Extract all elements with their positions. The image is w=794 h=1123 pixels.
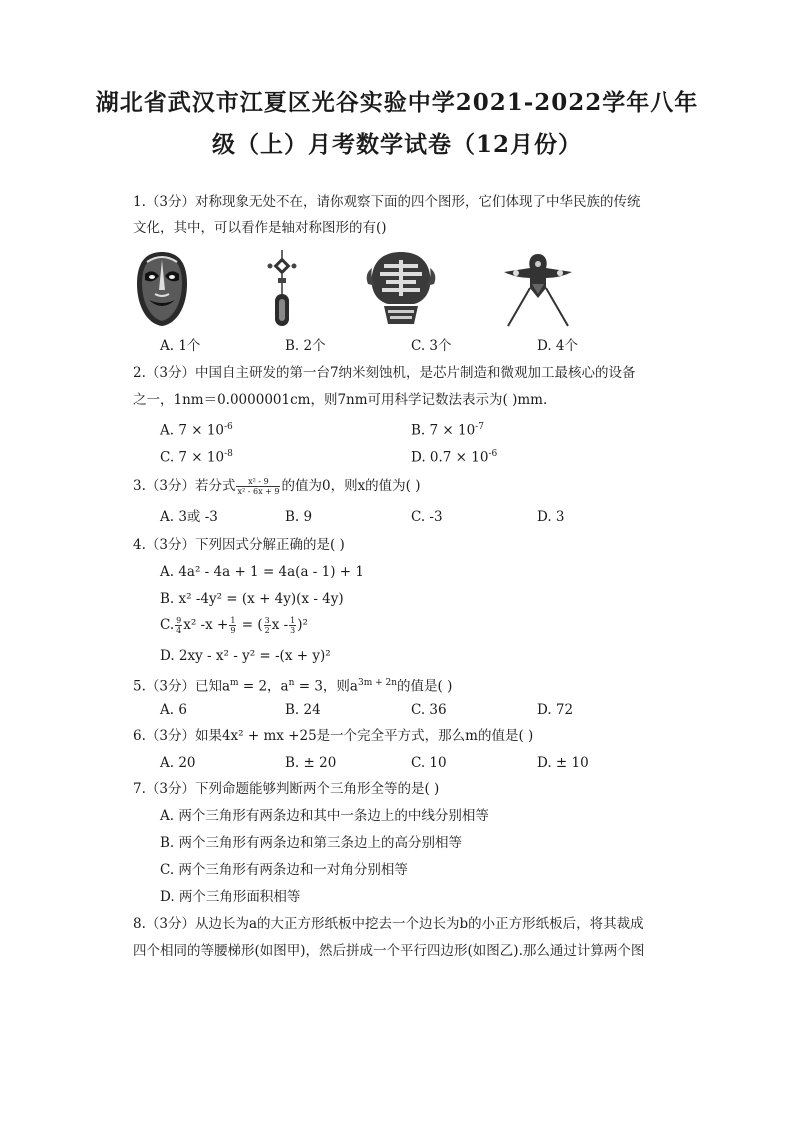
q3-stem: 3.（3分）若分式 $\frac{\text{x² - 9}}{\text{x² - 6x + 9}}$ 的值为0，则x的值为( ) [133, 477, 421, 496]
opera-mask-icon [135, 250, 189, 328]
q5-stem: 5.（3分）已知$a^m = 2$，$a^n = 3$，则$a^{3m + 2n}$的值是( ) [133, 678, 453, 695]
q6-option-c: C. 10 [411, 755, 447, 771]
q4-option-d: D. 2xy - x² - y² = -(x + y)² [160, 648, 331, 664]
q4-option-a: A. 4a² - 4a + 1 = 4a(a - 1) + 1 [160, 564, 364, 580]
q4-stem: 4.（3分）下列因式分解正确的是( ) [133, 537, 345, 553]
q5-option-b: B. 24 [285, 702, 321, 718]
q3-fraction: $\frac{\text{x² - 9}}{\text{x² - 6x + 9}}$ [237, 477, 280, 496]
exam-title-line1: 湖北省武汉市江夏区光谷实验中学2021-2022学年八年 [95, 89, 699, 116]
double-happiness-icon [364, 250, 438, 328]
q2-stem-line1: 2.（3分）中国自主研发的第一台7纳米刻蚀机，是芯片制造和微观加工最核心的设备 [133, 365, 636, 381]
q7-option-a: A. 两个三角形有两条边和其中一条边上的中线分别相等 [160, 808, 489, 824]
q1-stem-line1: 1.（3分）对称现象无处不在，请你观察下面的四个图形，它们体现了中华民族的传统 [133, 194, 641, 210]
q7-option-b: B. 两个三角形有两条边和第三条边上的高分别相等 [160, 835, 463, 851]
q1-option-a: A. 1个 [160, 338, 201, 354]
q6-option-a: A. 20 [160, 755, 196, 771]
q2-option-a: A. $7 \times 10^{-6}$ [160, 422, 233, 439]
q3-option-b: B. 9 [285, 509, 313, 525]
q6-stem: 6.（3分）如果4x² + mx +25是一个完全平方式，那么m的值是( ) [133, 728, 534, 744]
chinese-knot-icon [266, 250, 298, 328]
q7-option-d: D. 两个三角形面积相等 [160, 889, 301, 905]
exam-title-line2: 级（上）月考数学试卷（12月份） [211, 131, 582, 158]
q8-stem-line1: 8.（3分）从边长为a的大正方形纸板中挖去一个边长为b的小正方形纸板后，将其裁成 [133, 916, 644, 932]
q5-option-a: A. 6 [160, 702, 187, 718]
q2-option-b: B. $7 \times 10^{-7}$ [411, 422, 484, 439]
q2-option-c: C. $7 \times 10^{-8}$ [160, 449, 233, 466]
q5-option-d: D. 72 [537, 702, 574, 718]
q2-option-d: D. $0.7 \times 10^{-6}$ [411, 449, 498, 466]
q6-option-b: B. ± 20 [285, 755, 337, 771]
q1-option-d: D. 4个 [537, 338, 579, 354]
q1-option-b: B. 2个 [285, 338, 326, 354]
q6-option-d: D. ± 10 [537, 755, 589, 771]
q1-option-c: C. 3个 [411, 338, 452, 354]
q3-option-d: D. 3 [537, 509, 565, 525]
q7-option-c: C. 两个三角形有两条边和一对角分别相等 [160, 862, 408, 878]
q4-option-b: B. x² -4y² = (x + 4y)(x - 4y) [160, 591, 344, 607]
q8-stem-line2: 四个相同的等腰梯形(如图甲)，然后拼成一个平行四边形(如图乙).那么通过计算两个图 [133, 943, 645, 959]
q7-stem: 7.（3分）下列命题能够判断两个三角形全等的是( ) [133, 781, 440, 797]
swallow-kite-icon [500, 248, 576, 328]
q4-option-c: C. $\frac{9}{4}$ x² -x + $\frac{1}{9}$ = ( $\frac{3}{2}$ x - $\frac{1}{3}$ )² [160, 616, 308, 635]
q3-option-c: C. -3 [411, 509, 443, 525]
q1-stem-line2: 文化，其中，可以看作是轴对称图形的有() [133, 220, 387, 236]
q2-stem-line2: 之一，1nm＝0.0000001cm，则7nm可用科学记数法表示为( )mm. [133, 392, 548, 408]
q3-option-a: A. 3或 -3 [160, 509, 218, 525]
q5-option-c: C. 36 [411, 702, 447, 718]
